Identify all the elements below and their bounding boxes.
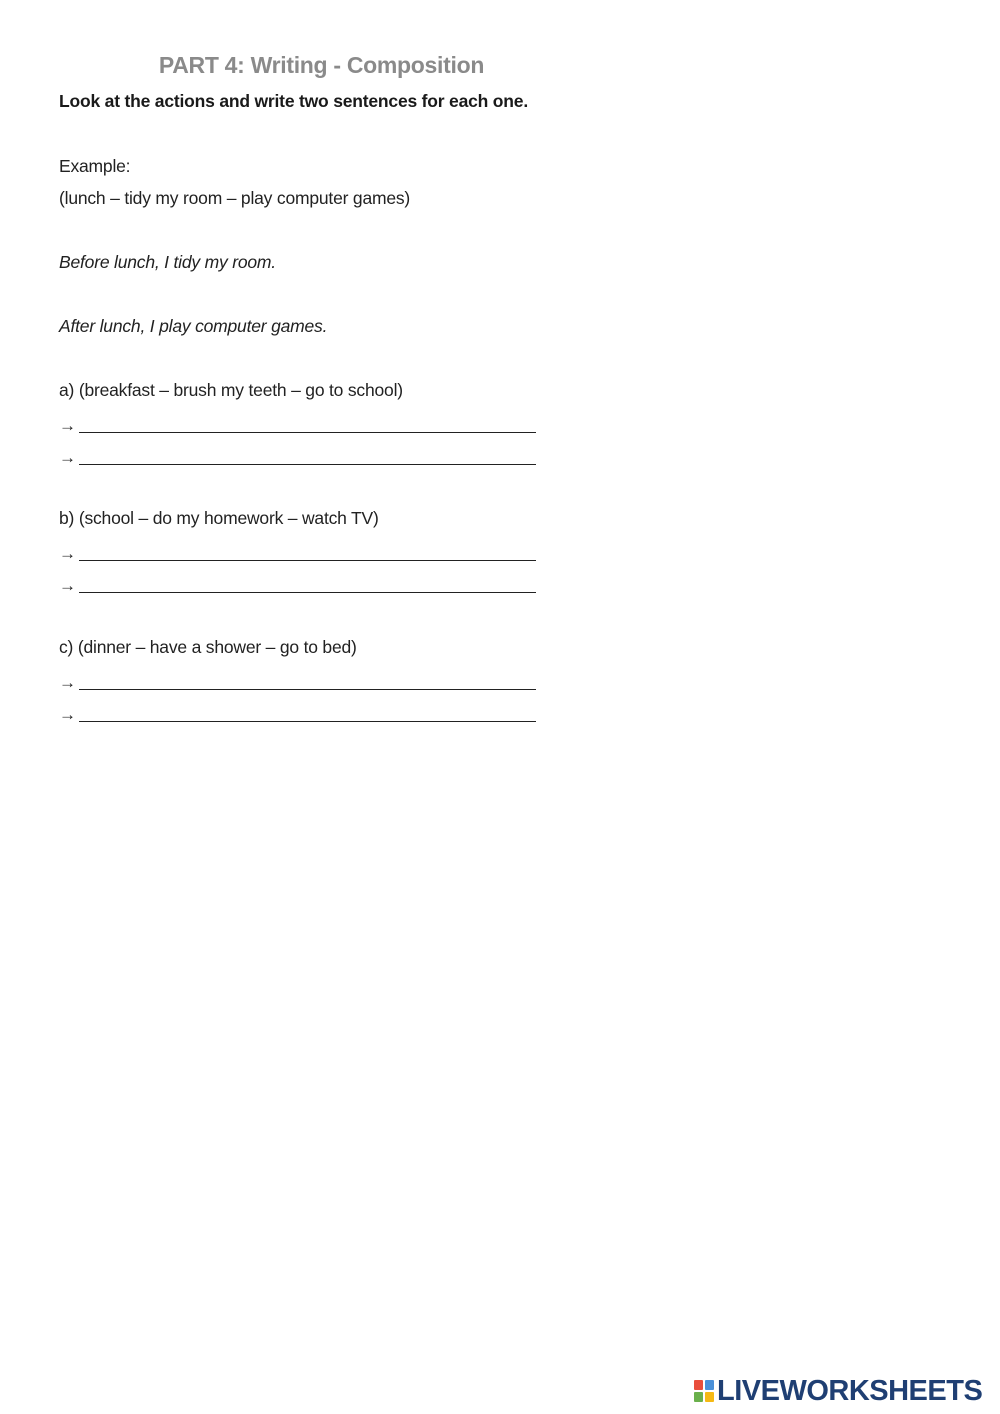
logo-text: LIVEWORKSHEETS xyxy=(717,1375,983,1407)
exercise-a-answer-row-1 xyxy=(59,410,536,436)
exercise-b-answer-row-1 xyxy=(59,538,536,564)
logo-square-3 xyxy=(694,1392,703,1402)
example-prompt: (lunch – tidy my room – play computer games) xyxy=(59,188,411,208)
arrow-icon: → xyxy=(59,673,76,692)
exercise-c-prompt: c) (dinner – have a shower – go to bed) xyxy=(59,637,357,657)
exercise-b-prompt: b) (school – do my homework – watch TV) xyxy=(59,508,379,528)
logo-square-2 xyxy=(705,1380,714,1390)
exercise-b-answer-row-2 xyxy=(59,570,536,596)
page-title: PART 4: Writing - Composition xyxy=(158,52,485,78)
instruction-text: Look at the actions and write two sentences for each one. xyxy=(59,91,528,111)
example-sentence-2: After lunch, I play computer games. xyxy=(59,316,328,336)
logo-grid-icon xyxy=(694,1380,714,1402)
liveworksheets-logo xyxy=(694,1376,982,1406)
exercise-c-answer-1-input[interactable] xyxy=(79,671,536,690)
arrow-icon: → xyxy=(59,448,76,467)
exercise-c-answer-row-1 xyxy=(59,667,536,693)
example-sentence-1: Before lunch, I tidy my room. xyxy=(59,252,276,272)
exercise-a-answer-1-input[interactable] xyxy=(79,414,536,433)
example-label: Example: xyxy=(59,156,131,176)
logo-square-1 xyxy=(694,1380,703,1390)
exercise-b-answer-2-input[interactable] xyxy=(79,574,536,593)
exercise-a-answer-row-2 xyxy=(59,442,536,468)
exercise-a-prompt: a) (breakfast – brush my teeth – go to school) xyxy=(59,380,403,400)
exercise-c-answer-row-2 xyxy=(59,699,536,725)
arrow-icon: → xyxy=(59,544,76,563)
arrow-icon: → xyxy=(59,705,76,724)
arrow-icon: → xyxy=(59,576,76,595)
arrow-icon: → xyxy=(59,416,76,435)
exercise-b-answer-1-input[interactable] xyxy=(79,542,536,561)
exercise-c-answer-2-input[interactable] xyxy=(79,703,536,722)
exercise-a-answer-2-input[interactable] xyxy=(79,446,536,465)
logo-square-4 xyxy=(705,1392,714,1402)
